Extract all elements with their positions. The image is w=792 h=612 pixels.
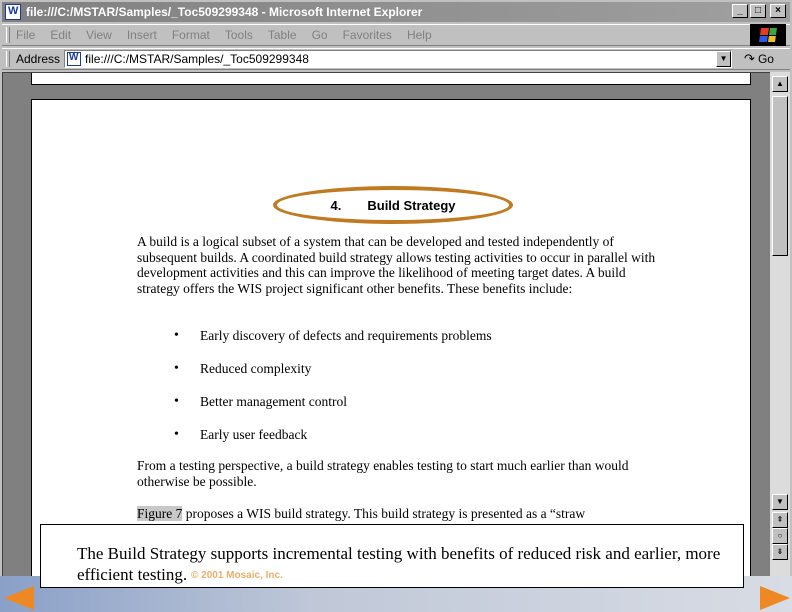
menu-bar (2, 24, 790, 46)
prev-page-icon[interactable]: ⇞ (772, 512, 788, 528)
vertical-scrollbar[interactable] (770, 72, 790, 576)
address-input[interactable] (64, 50, 732, 68)
address-bar (2, 48, 790, 70)
go-arrow-icon: ↷ (744, 51, 755, 66)
list-item: • Better management control (174, 394, 492, 427)
section-heading (273, 186, 513, 224)
toolbar-grip[interactable] (6, 27, 10, 43)
menu-go[interactable]: Go (311, 28, 328, 42)
paragraph-intro: A build is a logical subset of a system that can be developed and tested independently of subsequent builds. A coordinated build strategy allows testing activities to occur in parallel with development activities and this can improve the likelihood of meeting target dates. A build strategy offers the WIS project significant other benefits. These benefits include: (137, 234, 656, 296)
menu-format[interactable]: Format (171, 28, 210, 42)
window-controls (732, 4, 786, 18)
select-browse-object-button[interactable]: ○ (772, 528, 788, 544)
menu-tools[interactable]: Tools (224, 28, 253, 42)
heading-number: 4. (330, 197, 342, 213)
window-title: file:///C:/MSTAR/Samples/_Toc509299348 - Microsoft Internet Explorer (26, 5, 423, 19)
document-page (31, 99, 751, 576)
menu-favorites[interactable]: Favorites (342, 28, 392, 42)
go-button[interactable] (744, 51, 774, 67)
menu-insert[interactable]: Insert (126, 28, 157, 42)
caption-text: The Build Strategy supports incremental testing with benefits of reduced risk and earlier, more efficient testing. (77, 544, 721, 584)
address-value[interactable]: file:///C:/MSTAR/Samples/_Toc509299348 (85, 52, 309, 66)
list-item: • Reduced complexity (174, 361, 492, 394)
scroll-down-icon[interactable]: ▼ (772, 494, 788, 510)
menu-edit[interactable]: Edit (50, 28, 72, 42)
title-bar (2, 2, 790, 22)
address-label: Address (16, 52, 61, 66)
close-button[interactable]: × (770, 4, 786, 18)
scroll-thumb[interactable] (772, 96, 788, 256)
copyright-watermark: © 2001 Mosaic, Inc. (191, 570, 283, 581)
menu-file[interactable]: File (16, 28, 36, 42)
previous-page-edge (31, 72, 751, 85)
app-icon[interactable] (5, 4, 21, 20)
menu-help[interactable]: Help (406, 28, 432, 42)
throbber (750, 24, 786, 46)
maximize-button[interactable]: □ (750, 4, 766, 18)
document-view[interactable] (2, 72, 770, 576)
heading-title: Build Strategy (367, 197, 456, 213)
next-page-icon[interactable]: ⇟ (772, 544, 788, 560)
paragraph-testing: From a testing perspective, a build strategy enables testing to start much earlier than would otherwise be possible. (137, 458, 629, 489)
figure-link[interactable]: Figure 7 (137, 506, 183, 521)
address-grip[interactable] (6, 51, 10, 67)
menu-view[interactable]: View (86, 28, 112, 42)
windows-logo-icon (759, 28, 777, 42)
paragraph-figure (137, 506, 657, 522)
minimize-button[interactable]: _ (732, 4, 748, 18)
scroll-up-icon[interactable]: ▲ (772, 76, 788, 92)
list-item: • Early discovery of defects and requirements problems (174, 328, 492, 361)
benefits-list (174, 328, 492, 460)
paragraph-figure-text: proposes a WIS build strategy. This build strategy is presented as a “straw (182, 506, 586, 521)
list-item: • Early user feedback (174, 427, 492, 460)
caption-box (40, 524, 744, 588)
go-label: Go (757, 52, 774, 66)
menu-table[interactable]: Table (267, 28, 297, 42)
dropdown-arrow-icon[interactable]: ▼ (716, 51, 731, 67)
page-icon (67, 52, 81, 66)
